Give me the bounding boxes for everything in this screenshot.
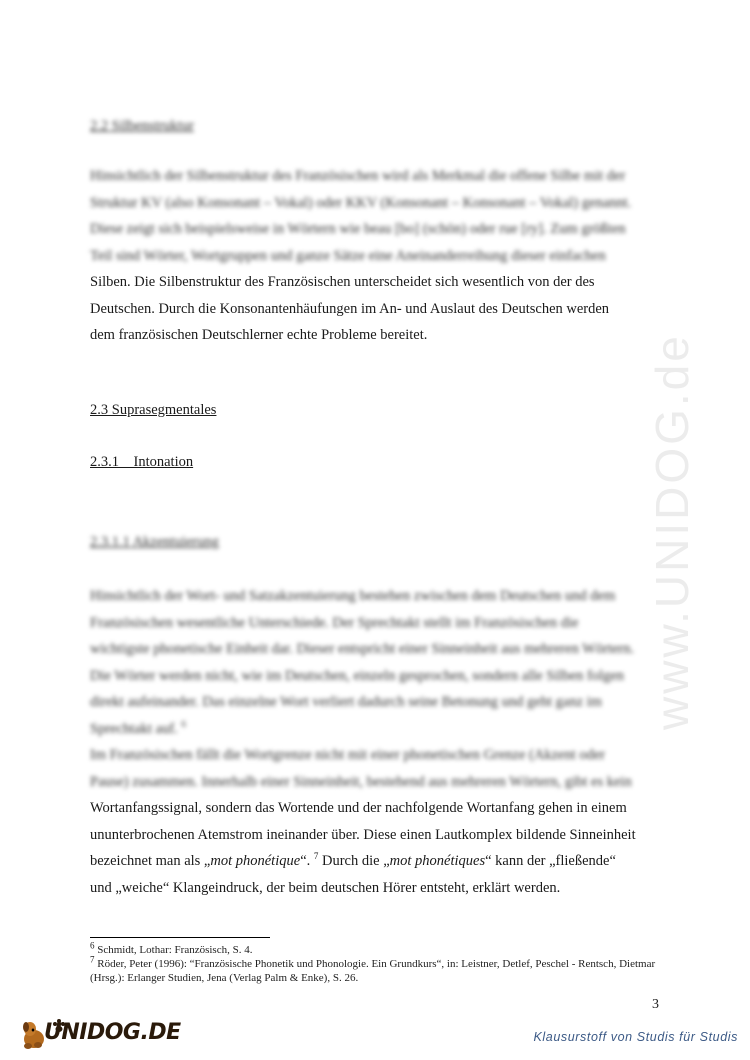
logo-wordmark[interactable]: UNIDOG.DE (44, 1020, 181, 1045)
text-line: Silben. Die Silbenstruktur des Französischen unterscheidet sich wesentlich von der des (90, 274, 595, 290)
blurred-line: Pause) zusammen. Innerhalb einer Sinneinheit, bestehend aus mehreren Wörtern, gibt es kein (90, 773, 632, 790)
text-line (90, 848, 665, 875)
footnote-text: Schmidt, Lothar: Französisch, S. 4. (94, 944, 253, 956)
blurred-line: Im Französischen fällt die Wortgrenze nicht mit einer phonetischen Grenze (Akzent oder (90, 747, 606, 763)
blurred-line: Struktur KV (also Konsonant – Vokal) oder KKV (Konsonant – Konsonant – Vokal) genannt. (90, 194, 632, 211)
footnote-ref[interactable]: 6 (181, 718, 186, 729)
blurred-line: Hinsichtlich der Wort- und Satzakzentuierung bestehen zwischen dem Deutschen und dem (90, 588, 616, 604)
section-heading-2-3-1: 2.3.1 Intonation (90, 454, 194, 470)
blurred-line: Französischen wesentliche Unterschiede. Der Sprechtakt stellt im Französischen die (90, 614, 579, 631)
page-number: 3 (652, 997, 659, 1012)
blurred-text: Sprechtakt auf. (90, 720, 178, 737)
footnote-7 (90, 954, 670, 985)
text-segment: “ kann der „fließende“ (485, 853, 616, 869)
text-line: dem französischen Deutschlerner echte Probleme bereitet. (90, 327, 428, 343)
footnote-6 (90, 940, 670, 957)
paragraph-akzentuierung (90, 583, 665, 901)
text-line: Wortanfangssignal, sondern das Wortende und der nachfolgende Wortanfang gehen in einem (90, 800, 627, 816)
text-line: ununterbrochenen Atemstrom ineinander über. Diese einen Lautkomplex bildende Sinneinheit (90, 826, 636, 843)
section-heading-2-2: 2.2 Silbenstruktur (90, 118, 194, 134)
footnote-separator (90, 937, 270, 938)
blurred-line: direkt aufeinander. Das einzelne Wort verliert dadurch seine Betonung und geht ganz im (90, 694, 602, 710)
emphasis-term: mot phonétiques (389, 853, 486, 869)
blurred-line: Die Wörter werden nicht, wie im Deutschen, einzeln gesprochen, sondern alle Silben folgen (90, 667, 625, 684)
text-line: und „weiche“ Klangeindruck, der beim deutschen Hörer entsteht, erklärt werden. (90, 879, 561, 896)
text-segment: bezeichnet man als „ (90, 853, 211, 869)
blurred-line (90, 716, 665, 743)
section-heading-2-3: 2.3 Suprasegmentales (90, 402, 217, 418)
footnote-text: Röder, Peter (1996): “Französische Phonetik und Phonologie. Ein Grundkurs“, in: Leistner, Detlef, Peschel - Rentsch, Dietmar (Hrsg.): Erlanger Studien, Jena (Verlag Palm & Enke), S. 26. (90, 958, 656, 984)
footer-tagline: Klausurstoff von Studis für Studis (533, 1030, 738, 1044)
footnote-number: 6 (90, 940, 95, 951)
blurred-line: wichtigste phonetische Einheit dar. Dieser entspricht einer Sinneinheit aus mehreren Wörtern. (90, 641, 635, 657)
text-line: Deutschen. Durch die Konsonantenhäufungen im An- und Auslaut des Deutschen werden (90, 300, 610, 317)
watermark: www.UNIDOG.de (646, 333, 698, 730)
footnotes (90, 940, 670, 985)
text-segment: “. (300, 853, 314, 869)
blurred-line: Diese zeigt sich beispielsweise in Wörtern wie beau [bo] (schön) oder rue [ry]. Zum größten (90, 221, 626, 237)
footnote-number: 7 (90, 954, 95, 965)
paragraph-silbenstruktur (90, 163, 665, 349)
section-heading-2-3-1-1: 2.3.1.1 Akzentuierung (90, 534, 219, 550)
emphasis-term: mot phonétique (210, 853, 301, 869)
footnote-ref[interactable]: 7 (313, 851, 319, 862)
text-segment: Durch die „ (318, 853, 390, 869)
blurred-line: Hinsichtlich der Silbenstruktur des Französischen wird als Merkmal die offene Silbe mit der (90, 168, 626, 184)
blurred-line: Teil sind Wörter, Wortgruppen und ganze Sätze eine Aneinanderreihung dieser einfachen (90, 247, 606, 264)
